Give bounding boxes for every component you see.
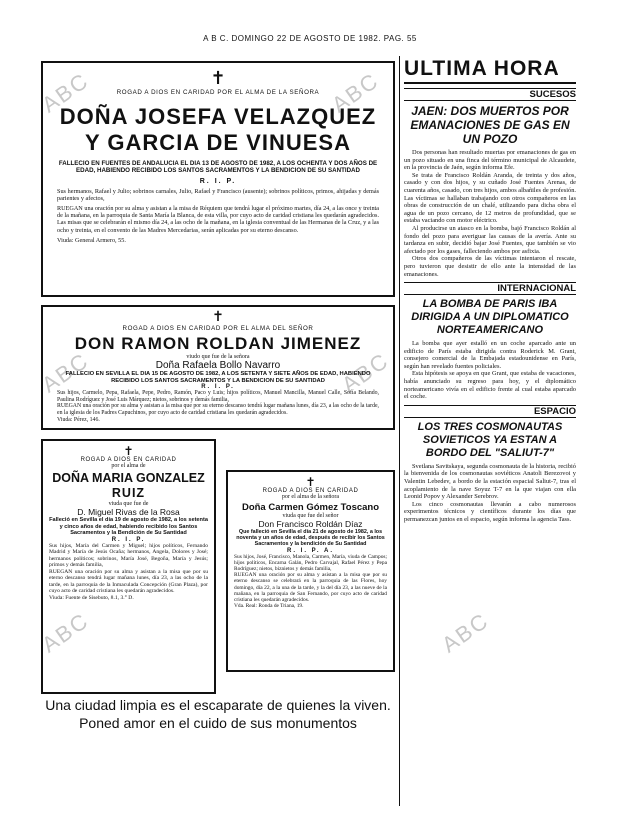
obituary-gonzalez	[41, 439, 216, 694]
obituary-velazquez	[41, 61, 395, 297]
spouse-name: Doña Rafaela Bollo Navarro	[155, 360, 281, 371]
mass-text: RUEGAN una oración por su alma y asistan a la misa que por su eterno descanso tendrá lugar mañana lunes, día 23, a las ocho de la tarde, en la parroquia de la Inmaculada Concepción (Gran Plaza), por cuyo acto de caridad cristiana les quedarán agradecidos.	[49, 568, 208, 595]
mass-text: RUEGAN una oración por su alma y asistan a la misa de Réquiem que tendrá lugar el próximo martes, día 24, a las once y treinta de la mañana, en la parroquia de Santa María la Blanca, de esta villa, por cuyo acto de caridad cristiana les quedarán agradecidos. Las misas que se celebrarán el mismo día 24, a las ocho de la mañana, en la iglesia conventual de las Hermanas de la Cruz, y a las ocho y treinta, en el convento de las Madres Mercedarias, serán aplicadas por su eterno descanso.	[57, 204, 379, 234]
deceased-name: DOÑA MARIA GONZALEZ	[52, 471, 205, 485]
article-paragraph: La bomba que ayer estalló en un coche aparcado ante un edificio de París estaba dirigida contra Roderick M. Grant, consejero comercial de la Embajada estadounidense en París, según han revelado fuentes policiales.	[404, 340, 576, 370]
family-text: Sus hermanos, Rafael y Julio; sobrinos carnales, Julio, Rafael y Francisco (ausente); sobrinos políticos, primos, ahijadas y demás parientes y afectos,	[57, 187, 379, 203]
family-text: Sus hijos, José, Francisco, Manola, Carmen, María, viuda de Campos; hijos políticos, Encarna Galán, Pedro Carvajal, Rafael Pérez y Pepa Rodríguez; nietos, biznietos y demás familia,	[234, 553, 387, 573]
civic-slogan: Una ciudad limpia es el escaparate de quienes la viven. Poned amor en el cuido de sus monumentos	[45, 697, 391, 731]
deceased-name: Doña Carmen Gómez Toscano	[241, 502, 380, 513]
headline-cosmonauts: LOS TRES COSMONAUTAS SOVIETICOS YA ESTAN A BORDO DEL "SALIUT-7"	[417, 420, 563, 459]
cross-icon: ✝	[210, 68, 226, 88]
family-text: Sus hijos, Carmelo, Pepa, Rafaela, Pepe, Pedro, Ramón, Paco y Luis; hijos políticos, Manuel Mancilla, Manuel Calle, Sofía Belando, Paulina Rodríguez y José Luis Márquez; nietos, sobrinos y demás familia,	[57, 390, 379, 403]
rip: R. I. P. A.	[286, 547, 334, 554]
cross-icon: ✝	[212, 310, 224, 325]
watermark: ABC	[37, 67, 94, 118]
obituary-gomez	[226, 470, 395, 672]
watermark: ABC	[37, 607, 94, 658]
deceased-name-2: Y GARCIA DE VINUESA	[85, 130, 351, 155]
family-text: Sus hijos, María del Carmen y Miguel; hijos políticos, Fernando Madrid y María de Jesús Ocaña; hermanos, Angela, Dolores y José; hermanos políticos; sobrinos, María José, Begoña, María y Jesús; primos y demás familia,	[49, 542, 208, 569]
address: Viuda: Pérez, 146.	[57, 416, 100, 423]
watermark: ABC	[337, 347, 394, 398]
watermark: ABC	[437, 607, 494, 658]
section-sucesos: SUCESOS	[404, 88, 576, 101]
article-paragraph: Esta hipótesis se apoya en que Grant, que estaba de vacaciones, había anunciado su regreso para hoy, y el diplomático norteamericano vivía en el edificio frente al cual estaba aparcado el coche.	[404, 370, 576, 401]
widow-label: viudo que fue de la señora	[186, 354, 250, 360]
widow-label: viuda que fue de	[108, 501, 149, 507]
obituary-caption: ROGAD A DIOS EN CARIDAD POR EL ALMA DEL SEÑOR	[122, 325, 314, 332]
obituary-roldan	[41, 305, 395, 430]
cross-icon: ✝	[123, 444, 134, 458]
rip: R. I. P.	[111, 536, 146, 543]
column-divider	[399, 56, 400, 806]
article-paragraph: Otros dos compañeros de las víctimas intentaron el rescate, pero tuvieron que desistir de ello ante la intensidad de las emanaciones.	[404, 255, 576, 278]
deceased-name: DON RAMON ROLDAN JIMENEZ	[74, 334, 362, 353]
address: Viuda: Fuente de Sisebuto, 8.1, 3.° D.	[49, 594, 134, 601]
rip: R. I. P.	[201, 384, 235, 391]
page-header: A B C. DOMINGO 22 DE AGOSTO DE 1982. PAG. 55	[203, 34, 417, 43]
article-paragraph: Los cinco cosmonautas llevarán a cabo numerosos experimentos técnicos y científicos durante los días que permanezcan juntos en el espacio, según informa la agencia Tass.	[404, 500, 576, 523]
mass-text: RUEGAN una oración por su alma y asistan a la misa que por su eterno descanso se celebrará en la parroquia de las Flores, hoy domingo, día 22, a la una de la tarde, y la del día 23, a las nueve de la mañana, en la parroquia de San Fernando, por cuyo acto de caridad cristiana les quedarán agradecidos.	[234, 572, 387, 604]
spouse-name: D. Miguel Rivas de la Rosa	[77, 507, 180, 517]
deceased-name-2: RUIZ	[111, 486, 146, 500]
watermark: ABC	[327, 67, 384, 118]
column-title: ULTIMA HORA	[404, 56, 576, 84]
spouse-name: Don Francisco Roldán Díaz	[258, 519, 363, 529]
address: Vda. Real: Ronda de Triana, 19.	[234, 603, 304, 610]
article-paragraph: Dos personas han resultado muertas por emanaciones de gas en un pozo situado en una finca del término municipal de Alcaudete, en la provincia de Jaén, según informa Efe.	[404, 149, 576, 172]
obituary-caption: ROGAD A DIOS EN CARIDAD	[80, 457, 177, 463]
news-column	[404, 56, 576, 811]
address: Viuda: General Armero, 55.	[57, 237, 126, 245]
obituary-caption: ROGAD A DIOS EN CARIDAD	[262, 488, 359, 494]
section-internacional: INTERNACIONAL	[404, 282, 576, 295]
headline-jaen: JAEN: DOS MUERTOS POR EMANACIONES DE GAS EN UN POZO	[410, 104, 570, 146]
death-details: FALLECIO EN SEVILLA EL DIA 15 DE AGOSTO DE 1982, A LOS SETENTA Y SIETE AÑOS DE EDAD, HABIENDO RECIBIDO LOS SANTOS SACRAMENTOS Y LA BENDICION DE SU SANTIDAD	[65, 371, 371, 384]
headline-paris: LA BOMBA DE PARIS IBA DIRIGIDA A UN DIPLOMATICO NORTEAMERICANO	[411, 298, 569, 337]
obituary-caption-2: por el alma de la señora	[281, 494, 340, 500]
death-details: FALLECIO EN FUENTES DE ANDALUCIA EL DIA 13 DE AGOSTO DE 1982, A LOS OCHENTA Y DOS AÑOS DE EDAD, HABIENDO RECIBIDO LOS SANTOS SACRAMENTOS Y LA BENDICION DE SU SANTIDAD	[58, 160, 378, 175]
rip: R. I. P.	[199, 177, 237, 185]
article-paragraph: Al producirse un atasco en la bomba, bajó Francisco Roldán al fondo del pozo para averiguar las causas de la avería. Ante su tardanza en subir, decidió bajar José Fuentes, que también se vio afectado por los gases, falleciendo ambos por asfixia.	[404, 224, 576, 255]
section-espacio: ESPACIO	[404, 405, 576, 418]
deceased-name: DOÑA JOSEFA VELAZQUEZ	[59, 104, 377, 129]
mass-text: RUEGAN una oración por su alma y asistan a la misa que por su eterno descanso tendrá lugar mañana lunes, día 23, a las ocho de la tarde, en la iglesia de los Padres Capuchinos, por cuyo acto de caridad cristiana les quedarán agradecidos.	[57, 403, 379, 416]
obituary-caption: ROGAD A DIOS EN CARIDAD POR EL ALMA DE LA SEÑORA	[116, 89, 320, 96]
widow-label: viuda que fue del señor	[282, 513, 339, 519]
death-details: Que falleció en Sevilla el día 21 de agosto de 1982, a los noventa y un años de edad, después de recibir los Santos Sacramentos y la bendición de Su Santidad	[236, 529, 385, 548]
article-paragraph: Svetlana Savitskaya, segunda cosmonauta de la historia, recibió la bienvenida de los cosmonautas soviéticos Anatoli Berezovoi y Valentin Lebedev, a bordo de la estación espacial Saliut-7, tras el acoplamiento de la nave Soyuz T-7 en la que viajan con ella Leonid Popov y Alexander Serebrov.	[404, 462, 576, 501]
article-paragraph: Se trata de Francisco Roldán Aranda, de treinta y dos años, casado y con dos hijos, y su cuñado José Fuentes Arenas, de cuarenta años, casado, con tres hijos, ambos albañiles de profesión. Las víctimas se hallaban trabajando con otros compañeros en las obras de construcción de un chalé, utilizando para dicha obra el agua de un pozo cercano, de 12 metros de profundidad, que se estaba vaciando con motor eléctrico.	[404, 171, 576, 225]
watermark: ABC	[37, 347, 94, 398]
obituary-caption-2: por el alma de	[111, 463, 146, 469]
death-details: Falleció en Sevilla el día 19 de agosto de 1982, a los setenta y cinco años de edad, habiendo recibido los Santos Sacramentos y la Bendición de Su Santidad	[49, 517, 208, 537]
cross-icon: ✝	[305, 475, 316, 489]
